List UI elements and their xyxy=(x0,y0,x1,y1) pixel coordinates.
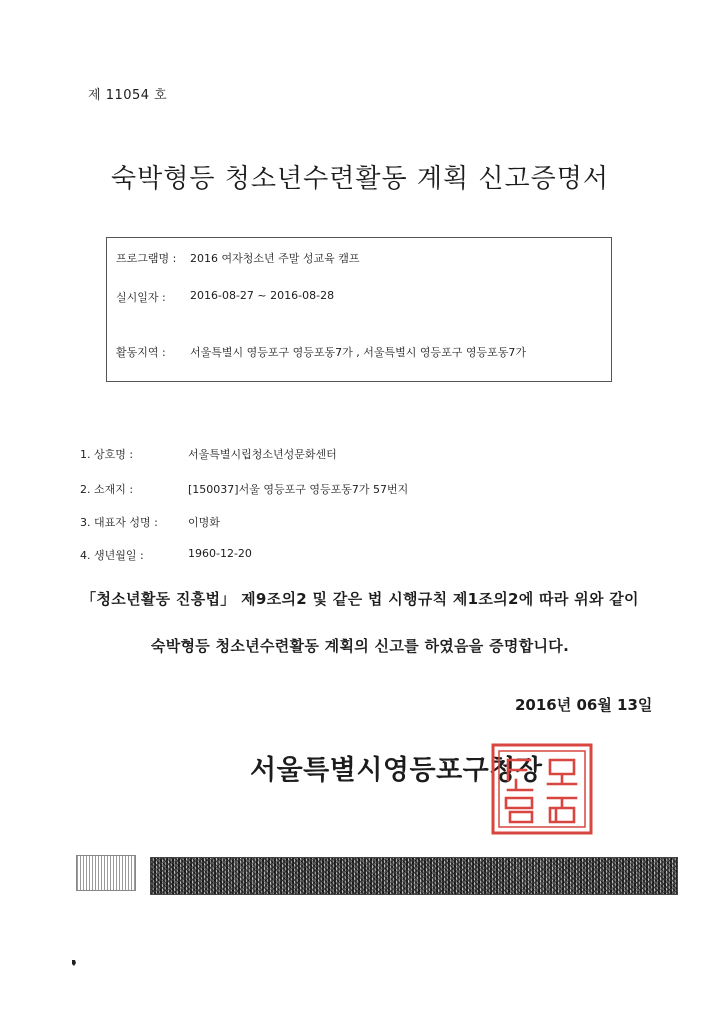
statement-line-1: 「청소년활동 진흥법」 제9조의2 및 같은 법 시행규칙 제1조의2에 따라 위와 같이 xyxy=(81,590,639,608)
address-value: [150037]서울 영등포구 영등포동7가 57번지 xyxy=(188,483,409,496)
representative-label: 3. 대표자 성명 : xyxy=(80,516,158,529)
scan-mark-icon xyxy=(72,960,76,966)
period-label: 실시일자 : xyxy=(116,291,166,304)
document-number: 제 11054 호 xyxy=(88,88,168,103)
address-label: 2. 소재지 : xyxy=(80,483,134,496)
region-value: 서울특별시 영등포구 영등포동7가 , 서울특별시 영등포구 영등포동7가 xyxy=(190,346,526,359)
small-barcode xyxy=(76,855,136,891)
birthdate-label: 4. 생년월일 : xyxy=(80,549,144,562)
program-name-value: 2016 여자청소년 주말 성교육 캠프 xyxy=(190,252,360,265)
official-seal-icon xyxy=(490,742,594,836)
document-title: 숙박형등 청소년수련활동 계획 신고증명서 xyxy=(111,164,609,194)
birthdate-value: 1960-12-20 xyxy=(188,547,252,560)
statement-line-2: 숙박형등 청소년수련활동 계획의 신고를 하였음을 증명합니다. xyxy=(150,637,570,655)
business-name-label: 1. 상호명 : xyxy=(80,448,134,461)
issuer-name: 서울특별시영등포구청장 xyxy=(250,755,543,786)
program-name-label: 프로그램명 : xyxy=(116,252,177,265)
representative-value: 이명화 xyxy=(188,516,220,529)
business-name-value: 서울특별시립청소년성문화센터 xyxy=(188,448,337,461)
document-barcode xyxy=(150,857,678,895)
issue-date: 2016년 06월 13일 xyxy=(515,696,653,714)
region-label: 활동지역 : xyxy=(116,346,166,359)
period-value: 2016-08-27 ~ 2016-08-28 xyxy=(190,289,335,302)
